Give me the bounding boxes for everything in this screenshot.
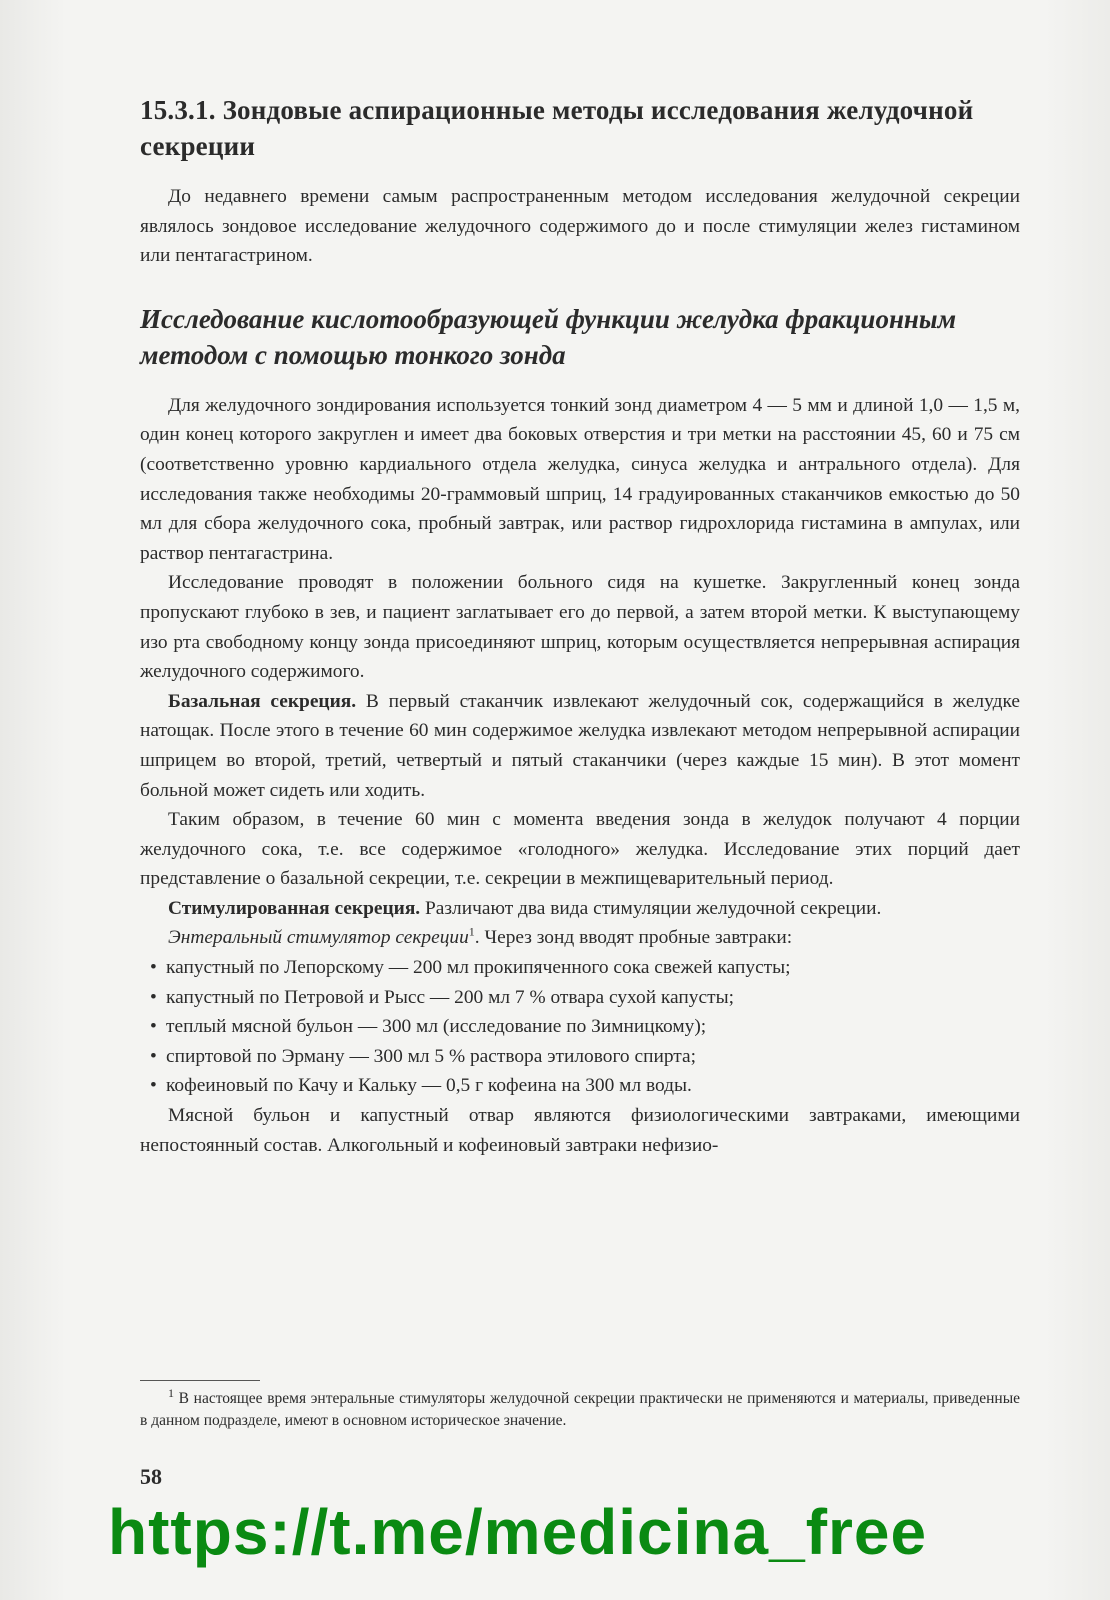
subsection-heading: Исследование кислотообразующей функции желудка фракционным методом с помощью тонкого зонда bbox=[140, 303, 957, 370]
list-item: • теплый мясной бульон — 300 мл (исследование по Зимницкому); bbox=[140, 1012, 1020, 1042]
footnote-reference: 1 bbox=[468, 925, 475, 939]
footnote-text: В настоящее время энтеральные стимуляторы желудочной секреции практически не применяются и материалы, приведенные в данном подразделе, имеют в основном историческое значение. bbox=[140, 1390, 1020, 1429]
footnote bbox=[140, 1385, 1020, 1432]
page-number: 58 bbox=[140, 1464, 162, 1489]
footnote-marker: 1 bbox=[168, 1385, 174, 1400]
bullet-icon: • bbox=[150, 1016, 157, 1038]
footnote-divider bbox=[140, 1380, 260, 1381]
paragraph-stimulated-secretion bbox=[140, 894, 1020, 924]
bullet-icon: • bbox=[150, 957, 157, 979]
list-item: • капустный по Лепорскому — 200 мл прокипяченного сока свежей капусты; bbox=[140, 953, 1020, 983]
paragraph-basal-secretion bbox=[140, 687, 1020, 805]
list-item: • капустный по Петровой и Рысс — 200 мл 7 % отвара сухой капусты; bbox=[140, 983, 1020, 1013]
paragraph-breakfast-types: Мясной бульон и капустный отвар являются физиологическими завтраками, имеющими непостоянный состав. Алкогольный и кофеиновый завтраки нефизио- bbox=[140, 1105, 1020, 1156]
enteral-stimulator-text: . Через зонд вводят пробные завтраки: bbox=[474, 927, 793, 949]
basal-secretion-text: В первый стаканчик извлекают желудочный сок, содержащийся в желудке натощак. После этого в течение 60 мин содержимое желудка извлекают методом непрерывной аспирации шприцем во второй, третий, четвертый и пятый стаканчики (через каждые 15 мин). В этот момент больной может сидеть или ходить. bbox=[140, 690, 1020, 801]
paragraph-enteral-stimulator bbox=[140, 923, 1020, 953]
paragraph-basal-summary: Таким образом, в течение 60 мин с момента введения зонда в желудок получают 4 порции желудочного сока, т.е. все содержимое «голодного» желудка. Исследование этих порций дает представление о базальной секреции, т.е. секреции в межпищеварительный период. bbox=[140, 809, 1020, 890]
section-heading: 15.3.1. Зондовые аспирационные методы исследования желудочной секреции bbox=[140, 95, 974, 161]
list-item: • спиртовой по Эрману — 300 мл 5 % раствора этилового спирта; bbox=[140, 1042, 1020, 1072]
stimulated-secretion-text: Различают два вида стимуляции желудочной секреции. bbox=[420, 897, 882, 919]
intro-paragraph: До недавнего времени самым распространенным методом исследования желудочной секреции являлось зондовое исследование желудочного содержимого до и после стимуляции желез гистамином или пентагастрином. bbox=[140, 186, 1020, 267]
bullet-icon: • bbox=[150, 986, 157, 1008]
basal-secretion-label: Базальная секреция. bbox=[168, 690, 357, 712]
watermark-link[interactable]: https://t.me/medicina_free bbox=[108, 1496, 928, 1568]
bullet-icon: • bbox=[150, 1045, 157, 1067]
paragraph-procedure: Исследование проводят в положении больного сидя на кушетке. Закругленный конец зонда пропускают глубоко в зев, и пациент заглатывает его до первой, а затем второй метки. К выступающему изо рта свободному концу зонда присоединяют шприц, которым осуществляется непрерывная аспирация желудочного содержимого. bbox=[140, 572, 1020, 683]
paragraph-probe-description: Для желудочного зондирования используется тонкий зонд диаметром 4 — 5 мм и длиной 1,0 — 1,5 м, один конец которого закруглен и имеет два боковых отверстия и три метки на расстоянии 45, 60 и 75 см (соответственно уровню кардиального отдела желудка, синуса желудка и антрального отдела). Для исследования также необходимы 20-граммовый шприц, 14 градуированных стаканчиков емкостью до 50 мл для сбора желудочного сока, пробный завтрак, или раствор гидрохлорида гистамина в ампулах, или раствор пентагастрина. bbox=[140, 394, 1020, 564]
page-content bbox=[140, 92, 1020, 1160]
test-breakfast-list bbox=[140, 953, 1020, 1101]
enteral-stimulator-label: Энтеральный стимулятор секреции bbox=[168, 927, 469, 949]
bullet-icon: • bbox=[150, 1075, 157, 1097]
stimulated-secretion-label: Стимулированная секреция. bbox=[168, 897, 421, 919]
list-item: • кофеиновый по Качу и Кальку — 0,5 г кофеина на 300 мл воды. bbox=[140, 1071, 1020, 1101]
